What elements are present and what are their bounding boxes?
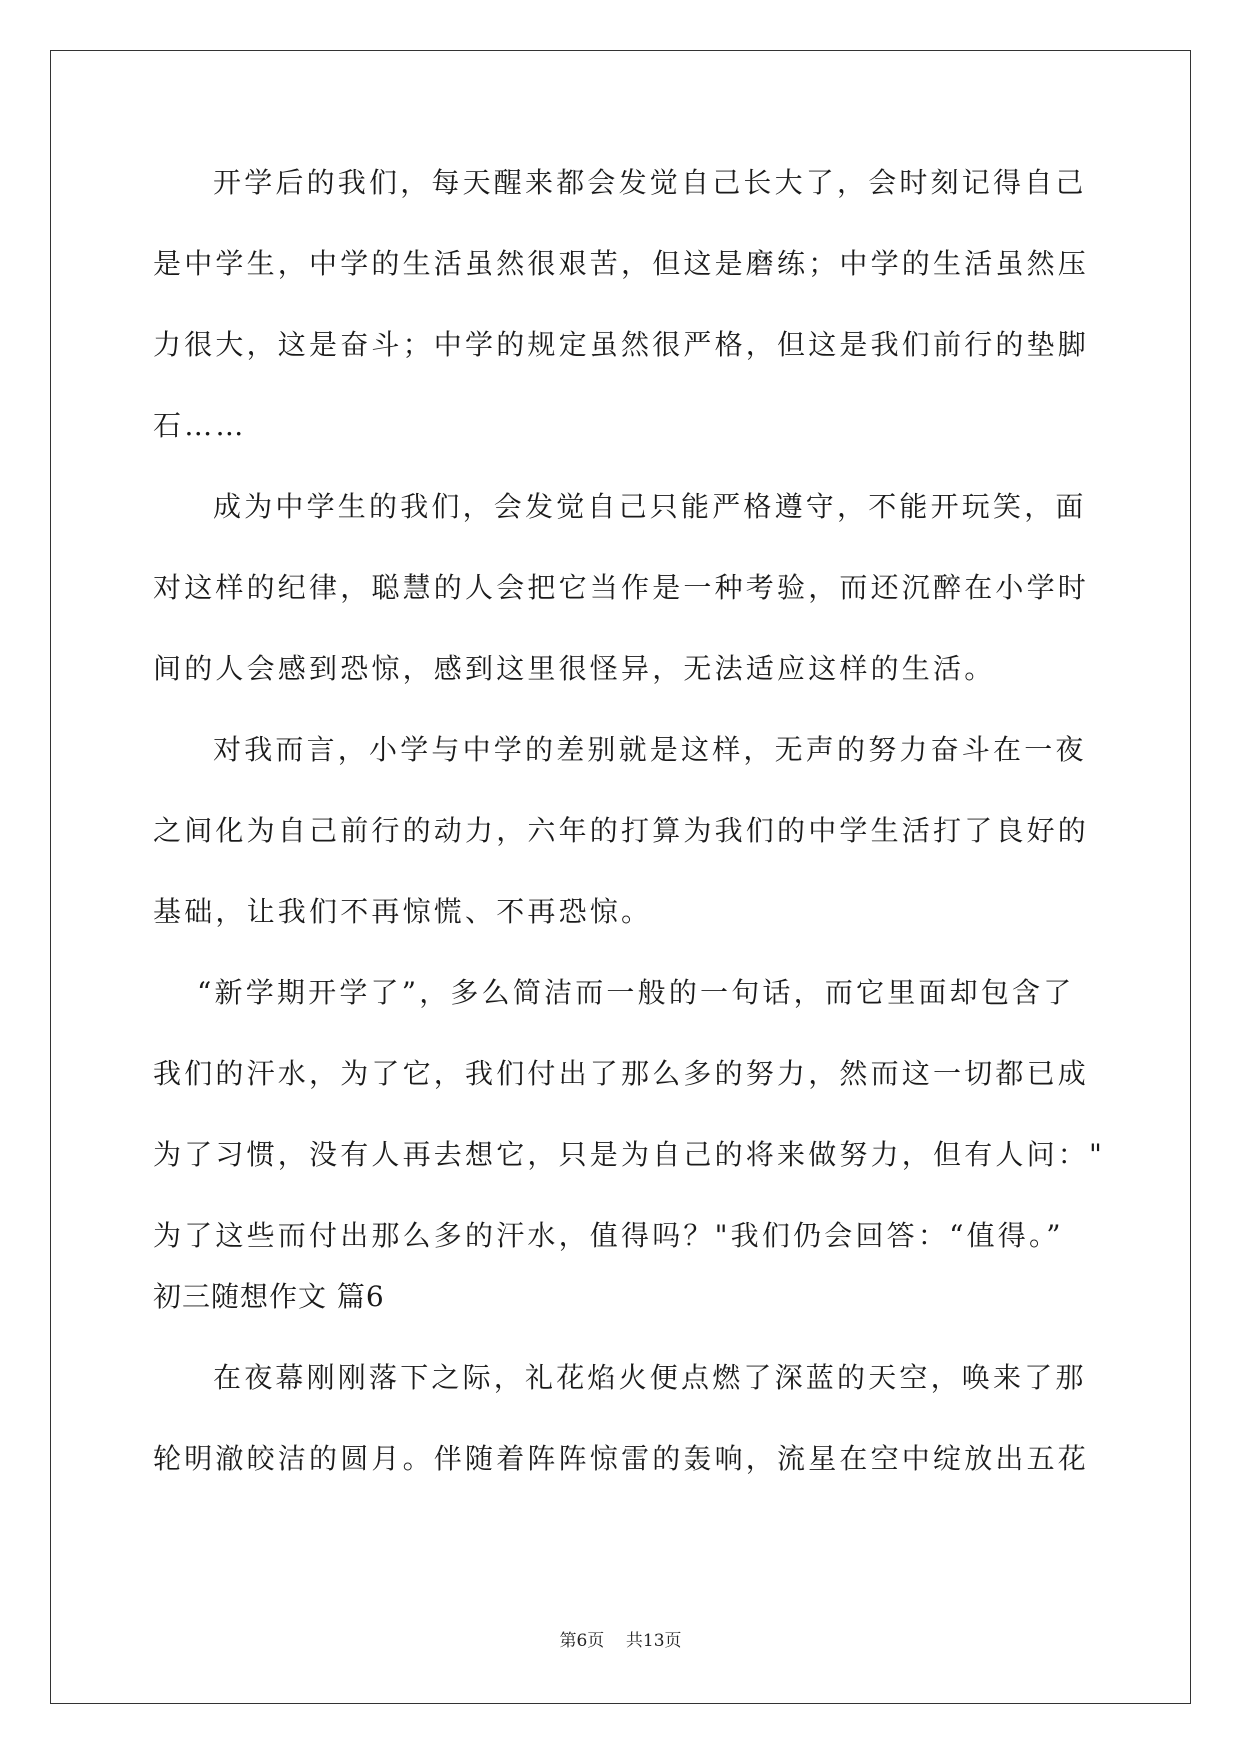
page-footer — [0, 1626, 1241, 1651]
paragraph — [153, 1357, 1093, 1479]
text-line: 为了这些而付出那么多的汗水，值得吗？"我们仍会回答：“值得。” — [153, 1219, 1064, 1252]
text-line: 轮明澈皎洁的圆月。伴随着阵阵惊雷的轰响，流星在空中绽放出五花 — [153, 1442, 1090, 1475]
text-line: 力很大，这是奋斗；中学的规定虽然很严格，但这是我们前行的垫脚 — [153, 328, 1090, 361]
text-line: 基础，让我们不再惊慌、不再恐惊。 — [153, 895, 653, 928]
section-heading: 初三随想作文 篇6 — [153, 1280, 385, 1313]
text-line: 对这样的纪律，聪慧的人会把它当作是一种考验，而还沉醉在小学时 — [153, 571, 1090, 604]
text-line: 对我而言，小学与中学的差别就是这样，无声的努力奋斗在一夜 — [213, 733, 1087, 766]
text-line: 是中学生，中学的生活虽然很艰苦，但这是磨练；中学的生活虽然压 — [153, 247, 1090, 280]
paragraph — [153, 486, 1093, 689]
text-line: 间的人会感到恐惊，感到这里很怪异，无法适应这样的生活。 — [153, 652, 996, 685]
paragraph — [153, 162, 1093, 446]
paragraph — [153, 972, 1106, 1256]
text-line: 为了习惯，没有人再去想它，只是为自己的将来做努力，但有人问：" — [153, 1138, 1106, 1171]
page-number: 第6页 共13页 — [559, 1631, 682, 1651]
text-line: 成为中学生的我们，会发觉自己只能严格遵守，不能开玩笑，面 — [213, 490, 1087, 523]
document-body — [153, 162, 1106, 1479]
text-line: 之间化为自己前行的动力，六年的打算为我们的中学生活打了良好的 — [153, 814, 1090, 847]
text-line: “新学期开学了”，多么简洁而一般的一句话，而它里面却包含了 — [197, 976, 1075, 1009]
text-line: 开学后的我们，每天醒来都会发觉自己长大了，会时刻记得自己 — [213, 166, 1087, 199]
text-line: 我们的汗水，为了它，我们付出了那么多的努力，然而这一切都已成 — [153, 1057, 1090, 1090]
paragraph — [153, 729, 1093, 932]
text-line: 石…… — [153, 409, 247, 442]
text-line: 在夜幕刚刚落下之际，礼花焰火便点燃了深蓝的天空，唤来了那 — [213, 1361, 1087, 1394]
